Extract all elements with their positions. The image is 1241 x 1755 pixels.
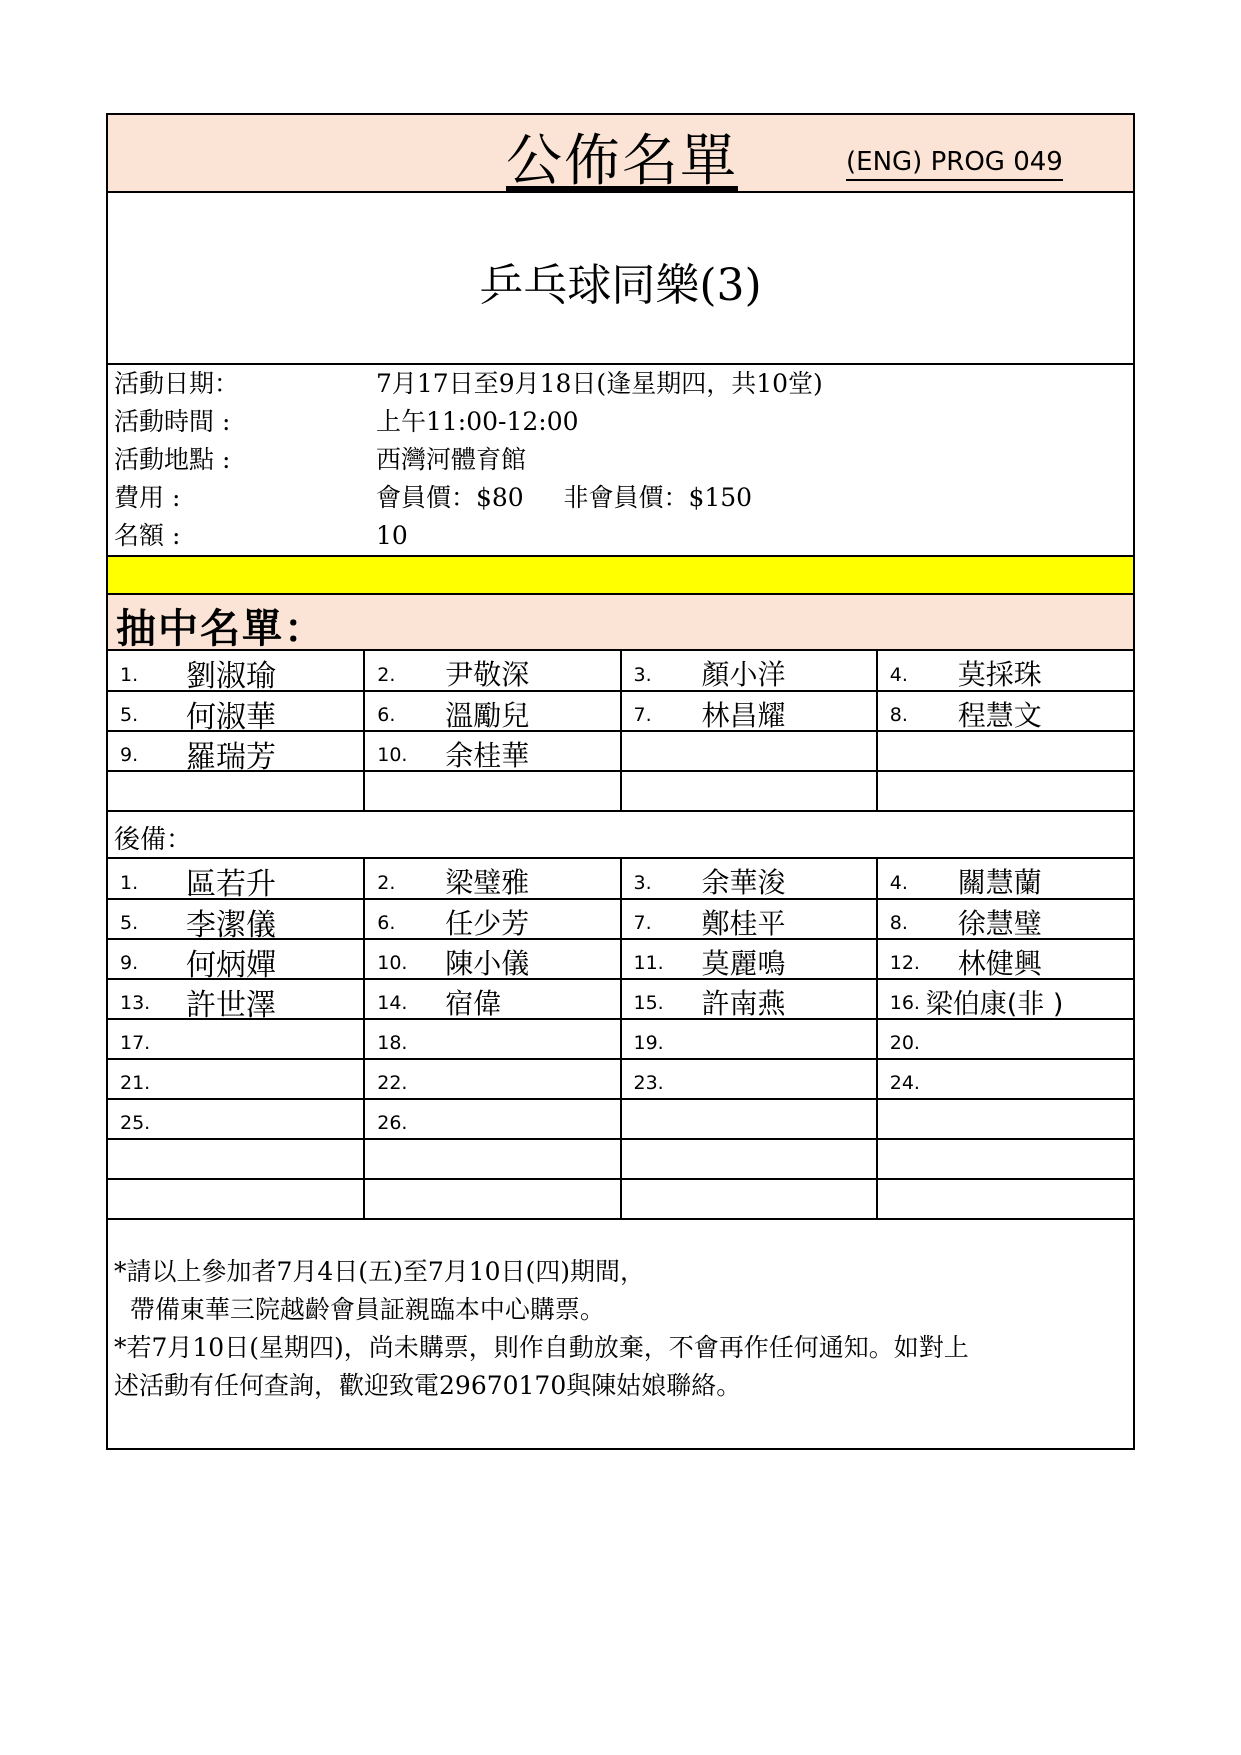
reserve-heading-row: [108, 815, 1133, 859]
entry-number: 10.: [377, 952, 408, 974]
name-cell: [108, 651, 364, 694]
info-label: 費用 :: [114, 483, 181, 512]
name-cell: [364, 651, 620, 691]
entry-number: 5.: [120, 704, 139, 726]
program-code: (ENG) PROG 049: [846, 147, 1063, 181]
name-cell: [364, 859, 620, 899]
entry-number: 8.: [889, 912, 908, 934]
table-row: [108, 691, 1133, 731]
entry-name: 梁伯康(非 ): [925, 989, 1064, 1020]
name-cell: [877, 691, 1133, 731]
name-cell: [108, 939, 364, 983]
name-cell: [877, 979, 1133, 1019]
entry-name: 林昌耀: [701, 699, 786, 732]
entry-number: 20.: [889, 1032, 920, 1054]
entry-number: 6.: [377, 912, 396, 934]
name-cell: [877, 899, 1133, 939]
table-row: [108, 731, 1133, 771]
winners-heading-row: [108, 595, 1133, 651]
entry-number: 4.: [889, 664, 908, 686]
entry-name: 羅瑞芳: [186, 740, 276, 775]
name-cell: [364, 1019, 620, 1059]
entry-number: 1.: [120, 664, 139, 686]
empty-cell: [877, 1139, 1133, 1179]
entry-name: 林健興: [957, 947, 1042, 980]
entry-name: 溫勵兒: [445, 699, 530, 732]
entry-number: 24.: [889, 1072, 920, 1094]
name-cell: [877, 859, 1133, 899]
name-cell: [108, 1019, 364, 1059]
table-row: [108, 859, 1133, 899]
entry-number: 12.: [889, 952, 920, 974]
name-cell: [108, 979, 364, 1023]
name-cell: [621, 899, 877, 939]
entry-number: 10.: [377, 744, 408, 766]
name-cell: [364, 899, 620, 939]
note-line: *若7月10日(星期四)，尚未購票，則作自動放棄，不會再作任何通知。如對上: [114, 1333, 969, 1362]
name-cell: [108, 1099, 364, 1139]
info-label: 活動地點 :: [114, 445, 231, 474]
table-row: [108, 1099, 1133, 1139]
name-cell: [877, 1059, 1133, 1099]
entry-number: 9.: [120, 952, 139, 974]
entry-name: 許南燕: [701, 987, 786, 1020]
note-line: 述活動有任何查詢，歡迎致電29670170與陳姑娘聯絡。: [114, 1371, 742, 1400]
name-cell: [877, 651, 1133, 691]
table-row: [108, 899, 1133, 939]
entry-name: 余桂華: [445, 739, 530, 772]
name-cell: [621, 1019, 877, 1059]
note-line: 帶備東華三院越齡會員証親臨本中心購票。: [114, 1295, 605, 1324]
entry-number: 14.: [377, 992, 408, 1014]
empty-cell: [621, 1139, 877, 1179]
empty-row: [108, 771, 1133, 811]
name-cell: [108, 731, 364, 775]
activity-info: [108, 365, 1133, 557]
entry-number: 2.: [377, 872, 396, 894]
empty-cell: [108, 771, 364, 811]
entry-name: 何炳嬋: [186, 948, 276, 983]
name-cell: [621, 979, 877, 1019]
info-label: 名額 :: [114, 521, 181, 550]
entry-number: 6.: [377, 704, 396, 726]
entry-number: 22.: [377, 1072, 408, 1094]
entry-name: 梁璧雅: [445, 866, 530, 899]
entry-name: 宿偉: [445, 987, 502, 1020]
entry-name: 尹敬深: [445, 658, 530, 691]
name-cell: [108, 899, 364, 943]
entry-number: 7.: [633, 704, 652, 726]
info-value: 西灣河體育館: [376, 445, 527, 474]
empty-cell: [364, 771, 620, 811]
name-cell: [621, 859, 877, 899]
entry-name: 何淑華: [186, 700, 276, 735]
name-cell: [877, 1019, 1133, 1059]
info-value: 會員價：$80 非會員價：$150: [376, 483, 753, 512]
entry-name: 顏小洋: [701, 658, 786, 691]
entry-name: 程慧文: [957, 699, 1042, 732]
entry-number: 11.: [633, 952, 664, 974]
entry-number: 4.: [889, 872, 908, 894]
entry-number: 19.: [633, 1032, 664, 1054]
page-title: 公佈名單: [506, 129, 738, 194]
entry-number: 16.: [889, 992, 920, 1014]
name-cell: [108, 859, 364, 902]
entry-number: 15.: [633, 992, 664, 1014]
entry-name: 任少芳: [445, 907, 530, 940]
entry-name: 李潔儀: [186, 908, 276, 943]
info-value: 上午11:00-12:00: [376, 407, 579, 436]
entry-number: 3.: [633, 872, 652, 894]
name-cell: [364, 691, 620, 731]
activity-name: 乒乓球同樂(3): [479, 260, 762, 311]
name-cell: [621, 651, 877, 691]
highlight-bar: [108, 557, 1133, 595]
entry-number: 17.: [120, 1032, 151, 1054]
name-cell: [621, 731, 877, 771]
entry-number: 2.: [377, 664, 396, 686]
winners-table: [108, 651, 1133, 812]
entry-number: 25.: [120, 1112, 151, 1134]
name-cell: [621, 1099, 877, 1139]
entry-name: 陳小儀: [445, 947, 530, 980]
name-cell: [621, 691, 877, 731]
table-row: [108, 1059, 1133, 1099]
notice-sheet: [106, 113, 1135, 1450]
empty-row: [108, 1139, 1133, 1179]
name-cell: [877, 1099, 1133, 1139]
name-cell: [364, 979, 620, 1019]
info-label: 活動時間 :: [114, 407, 231, 436]
entry-number: 18.: [377, 1032, 408, 1054]
info-label: 活動日期：: [114, 369, 240, 398]
entry-name: 許世澤: [186, 988, 276, 1023]
name-cell: [621, 1059, 877, 1099]
empty-cell: [877, 1179, 1133, 1219]
entry-name: 莫採珠: [957, 658, 1042, 691]
notes-block: [114, 1253, 1124, 1405]
header-bar: [108, 115, 1133, 193]
entry-number: 5.: [120, 912, 139, 934]
name-cell: [108, 1059, 364, 1099]
empty-cell: [108, 1179, 364, 1219]
reserve-heading: 後備：: [114, 825, 193, 855]
entry-number: 9.: [120, 744, 139, 766]
info-value: 7月17日至9月18日(逢星期四，共10堂): [376, 369, 823, 398]
empty-cell: [364, 1139, 620, 1179]
entry-name: 徐慧璧: [957, 907, 1042, 940]
entry-number: 8.: [889, 704, 908, 726]
entry-number: 21.: [120, 1072, 151, 1094]
entry-name: 余華浚: [701, 866, 786, 899]
entry-number: 7.: [633, 912, 652, 934]
entry-number: 13.: [120, 992, 151, 1014]
info-value: 10: [376, 521, 408, 550]
name-cell: [364, 939, 620, 979]
empty-cell: [364, 1179, 620, 1219]
entry-number: 1.: [120, 872, 139, 894]
entry-name: 區若升: [186, 867, 276, 902]
table-row: [108, 939, 1133, 979]
name-cell: [877, 939, 1133, 979]
table-row: [108, 979, 1133, 1019]
entry-name: 關慧蘭: [957, 866, 1042, 899]
entry-name: 劉淑瑜: [186, 659, 276, 694]
entry-name: 莫麗鳴: [701, 947, 786, 980]
entry-number: 26.: [377, 1112, 408, 1134]
entry-number: 3.: [633, 664, 652, 686]
name-cell: [108, 691, 364, 735]
empty-cell: [877, 771, 1133, 811]
name-cell: [877, 731, 1133, 771]
entry-number: 23.: [633, 1072, 664, 1094]
name-cell: [621, 939, 877, 979]
empty-row: [108, 1179, 1133, 1219]
entry-name: 鄭桂平: [701, 907, 786, 940]
table-row: [108, 1019, 1133, 1059]
reserve-table: [108, 859, 1133, 1220]
empty-cell: [621, 1179, 877, 1219]
table-row: [108, 651, 1133, 691]
empty-cell: [108, 1139, 364, 1179]
name-cell: [364, 731, 620, 771]
name-cell: [364, 1059, 620, 1099]
winners-heading: 抽中名單：: [116, 606, 326, 652]
note-line: *請以上參加者7月4日(五)至7月10日(四)期間，: [114, 1257, 646, 1286]
empty-cell: [621, 771, 877, 811]
activity-title-row: [108, 193, 1133, 365]
name-cell: [364, 1099, 620, 1139]
